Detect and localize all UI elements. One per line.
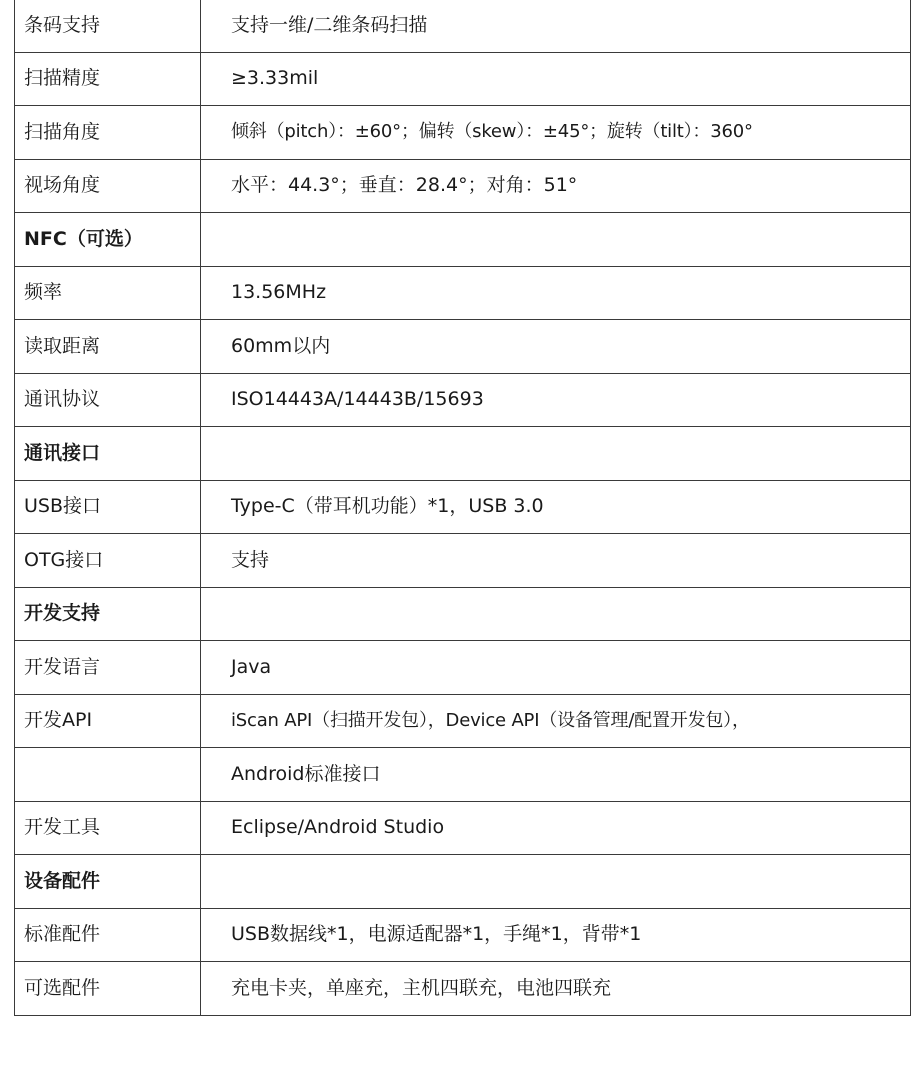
spec-value: Android标准接口 <box>201 748 911 802</box>
table-row <box>15 373 911 427</box>
spec-value: ISO14443A/14443B/15693 <box>201 373 911 427</box>
spec-key: 条码支持 <box>15 0 201 52</box>
section-header-row <box>15 855 911 909</box>
spec-value: 倾斜（pitch）：±60°；偏转（skew）：±45°；旋转（tilt）：360° <box>201 106 911 160</box>
spec-table <box>14 0 911 1016</box>
spec-value: 充电卡夹，单座充，主机四联充，电池四联充 <box>201 962 911 1016</box>
spec-key: 扫描精度 <box>15 52 201 106</box>
spec-value: iScan API（扫描开发包），Device API（设备管理/配置开发包）， <box>201 694 911 748</box>
spec-value <box>201 427 911 481</box>
spec-key <box>15 748 201 802</box>
spec-key: 标准配件 <box>15 908 201 962</box>
spec-value: 支持一维/二维条码扫描 <box>201 0 911 52</box>
section-title: 开发支持 <box>15 587 201 641</box>
table-row <box>15 159 911 213</box>
section-header-row <box>15 587 911 641</box>
spec-value: 60mm以内 <box>201 320 911 374</box>
section-title: 通讯接口 <box>15 427 201 481</box>
table-row <box>15 320 911 374</box>
table-row <box>15 106 911 160</box>
table-row <box>15 52 911 106</box>
table-row <box>15 801 911 855</box>
spec-key: 频率 <box>15 266 201 320</box>
spec-key: 视场角度 <box>15 159 201 213</box>
table-row <box>15 908 911 962</box>
spec-value: ≥3.33mil <box>201 52 911 106</box>
spec-value <box>201 855 911 909</box>
table-row <box>15 480 911 534</box>
table-row <box>15 748 911 802</box>
section-title: NFC（可选） <box>15 213 201 267</box>
spec-value: Type-C（带耳机功能）*1，USB 3.0 <box>201 480 911 534</box>
spec-key: 开发API <box>15 694 201 748</box>
spec-value: USB数据线*1，电源适配器*1，手绳*1，背带*1 <box>201 908 911 962</box>
spec-value: 13.56MHz <box>201 266 911 320</box>
spec-key: 可选配件 <box>15 962 201 1016</box>
spec-value: Eclipse/Android Studio <box>201 801 911 855</box>
spec-value <box>201 213 911 267</box>
table-row <box>15 641 911 695</box>
section-title: 设备配件 <box>15 855 201 909</box>
spec-key: OTG接口 <box>15 534 201 588</box>
table-row <box>15 0 911 52</box>
table-row <box>15 266 911 320</box>
spec-value: 水平：44.3°；垂直：28.4°；对角：51° <box>201 159 911 213</box>
spec-value: Java <box>201 641 911 695</box>
spec-key: 通讯协议 <box>15 373 201 427</box>
section-header-row <box>15 213 911 267</box>
table-row <box>15 962 911 1016</box>
spec-value: 支持 <box>201 534 911 588</box>
spec-key: 扫描角度 <box>15 106 201 160</box>
section-header-row <box>15 427 911 481</box>
spec-value <box>201 587 911 641</box>
table-row <box>15 694 911 748</box>
spec-key: 开发工具 <box>15 801 201 855</box>
spec-key: 开发语言 <box>15 641 201 695</box>
spec-key: USB接口 <box>15 480 201 534</box>
table-row <box>15 534 911 588</box>
spec-key: 读取距离 <box>15 320 201 374</box>
